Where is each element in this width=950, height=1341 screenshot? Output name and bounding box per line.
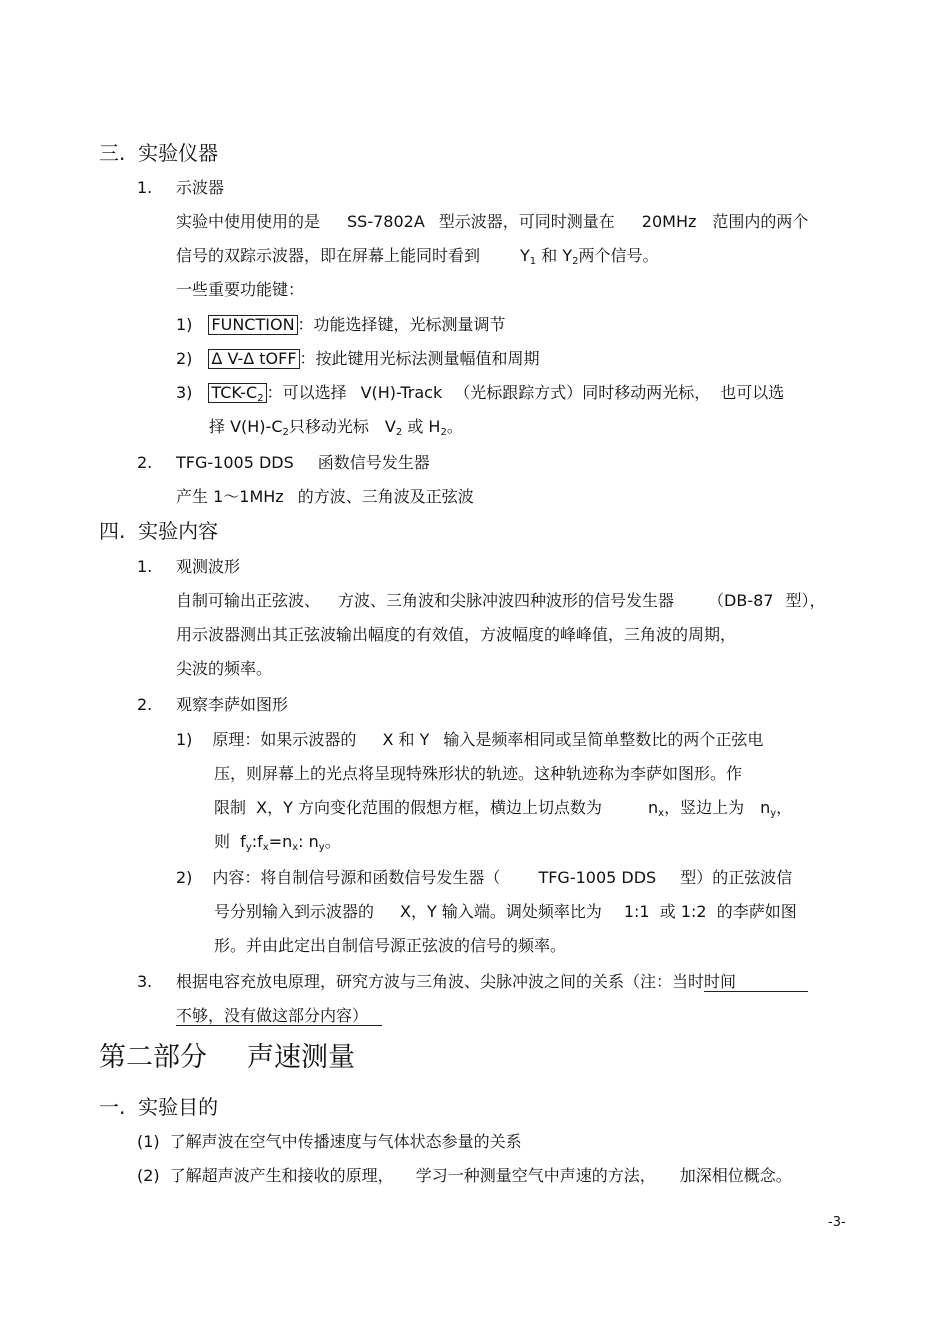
list-item <box>137 1132 522 1152</box>
section-heading-content: 四. 实验内容 <box>99 519 219 543</box>
list-number: 2. <box>137 695 153 714</box>
text: 实验中使用使用的是 <box>176 212 321 231</box>
text: 根据电容充放电原理，研究方波与三角波、尖脉冲波之间的关系（注：当时 <box>176 972 705 991</box>
item-title-oscilloscope: 示波器 <box>176 178 225 197</box>
tck-key-box: TCK-$C_2$ <box>208 383 266 403</box>
section-heading-instruments: 三. 实验仪器 <box>99 141 219 165</box>
text: 型示波器，可同时测量在 <box>438 212 615 231</box>
text: （DB-87 <box>708 591 774 610</box>
item-title-generator <box>176 453 430 473</box>
paragraph-line <box>176 1006 382 1026</box>
paragraph-line <box>176 972 808 992</box>
text: X 和 Y <box>382 730 430 749</box>
key-item <box>176 383 784 403</box>
part-number: 第二部分 <box>99 1042 207 1073</box>
paragraph-line: 形。并由此定出自制信号源正弦波的信号的频率。 <box>214 936 567 955</box>
paragraph-line <box>176 868 792 888</box>
page-number: -3- <box>828 1215 846 1230</box>
text: 原理：如果示波器的 <box>212 730 357 749</box>
text: ：可以选择 <box>266 383 347 402</box>
list-number: (1) <box>137 1132 160 1151</box>
paragraph-line <box>176 487 474 507</box>
list-number: 3) <box>176 383 193 402</box>
delta-key-box: Δ V-Δ tOFF <box>208 349 299 369</box>
underlined-text: 时间 <box>704 972 808 992</box>
text: 号分别输入到示波器的 <box>214 902 375 921</box>
text: （光标跟踪方式）同时移动两光标， <box>454 383 711 402</box>
text: 两个信号。 <box>578 246 659 265</box>
text: 范围内的两个 <box>712 212 809 231</box>
section-heading-purpose: 一. 实验目的 <box>99 1095 219 1119</box>
part-name: 声速测量 <box>247 1042 355 1073</box>
channel-y2: $Y_2$ <box>562 246 579 267</box>
list-number: 1. <box>137 557 153 576</box>
list-number: 2. <box>137 453 153 472</box>
function-key-box: FUNCTION <box>208 315 297 335</box>
item-title-waveform: 观测波形 <box>176 557 241 576</box>
ny: $n_y$ <box>760 798 777 819</box>
text: ：功能选择键，光标测量调节 <box>297 315 506 334</box>
list-number: 3. <box>137 972 153 991</box>
paragraph-line <box>214 902 797 922</box>
text: 型）， <box>785 591 826 610</box>
text: 限制 X，Y 方向变化范围的假想方框，横边上切点数为 <box>214 798 602 817</box>
paragraph-line <box>176 591 825 611</box>
list-item <box>137 1166 792 1186</box>
paragraph-line <box>176 246 659 266</box>
cursor-h2: $H_2$ <box>428 417 447 438</box>
paragraph-line <box>214 798 792 818</box>
model-number: SS-7802A <box>347 212 425 231</box>
part-title <box>99 1042 355 1074</box>
text: 和 <box>541 246 558 265</box>
paragraph-line: 尖波的频率。 <box>176 659 273 678</box>
frequency: 20MHz <box>641 212 697 231</box>
text: ，竖边上为 <box>664 798 745 817</box>
text: X，Y 输入端。调处频率比为 <box>400 902 602 921</box>
paragraph-line <box>176 212 808 232</box>
text: 学习一种测量空气中声速的方法， <box>415 1166 656 1185</box>
text: 也可以选 <box>720 383 785 402</box>
list-number: 2) <box>176 349 193 368</box>
list-number: 2) <box>176 868 193 887</box>
text: 信号的双踪示波器，即在屏幕上能同时看到 <box>176 246 481 265</box>
paragraph-line <box>176 730 763 750</box>
text: 择 V(H)-C <box>209 417 283 436</box>
underlined-text: 不够，没有做这部分内容） <box>176 1006 382 1026</box>
paragraph-line: 用示波器测出其正弦波输出幅度的有效值，方波幅度的峰峰值，三角波的周期， <box>176 625 737 644</box>
text: 方波、三角波和尖脉冲波四种波形的信号发生器 <box>338 591 675 610</box>
list-number: (2) <box>137 1166 160 1185</box>
formula-line: 则 $f_y:f_x=n_x$: $n_y$。 <box>214 832 341 853</box>
text: 输入是频率相同或呈简单整数比的两个正弦电 <box>443 730 764 749</box>
list-number: 1) <box>176 315 193 334</box>
text: 只移动光标 <box>288 417 369 436</box>
text: 加深相位概念。 <box>679 1166 792 1185</box>
cursor-v2: $V_2$ <box>384 417 403 438</box>
key-item <box>176 349 540 369</box>
text: 了解声波在空气中传播速度与气体状态参量的关系 <box>169 1132 522 1151</box>
nx: $n_x$ <box>648 798 665 819</box>
keys-intro: 一些重要功能键： <box>176 280 305 299</box>
text: 或 <box>407 417 424 436</box>
text: 。 <box>446 417 463 436</box>
list-number: 1) <box>176 730 193 749</box>
item-title-lissajous: 观察李萨如图形 <box>176 695 289 714</box>
key-item-continued: 择 $V(H)-C_2$只移动光标 $V_2$ 或 $H_2$。 <box>209 417 463 438</box>
text: 函数信号发生器 <box>317 453 430 472</box>
text: ：按此键用光标法测量幅值和周期 <box>299 349 540 368</box>
text: 了解超声波产生和接收的原理， <box>169 1166 394 1185</box>
text: 1:1 或 1:2 的李萨如图 <box>623 902 797 921</box>
text: 内容：将自制信号源和函数信号发生器（ <box>212 868 501 887</box>
list-number: 1. <box>137 178 153 197</box>
model-number: TFG-1005 DDS <box>538 868 657 887</box>
mode-name: V(H)-Track <box>360 383 443 402</box>
model-number: TFG-1005 DDS <box>176 453 294 472</box>
text: ， <box>776 798 793 817</box>
text: 型）的正弦波信 <box>680 868 793 887</box>
channel-y1: $Y_1$ <box>520 246 537 267</box>
key-item <box>176 315 506 335</box>
paragraph-line: 压，则屏幕上的光点将呈现特殊形状的轨迹。这种轨迹称为李萨如图形。作 <box>214 764 743 783</box>
text: 的方波、三角波及正弦波 <box>297 487 474 506</box>
text: 产生 1～1MHz <box>176 487 284 506</box>
text: 自制可输出正弦波、 <box>176 591 321 610</box>
